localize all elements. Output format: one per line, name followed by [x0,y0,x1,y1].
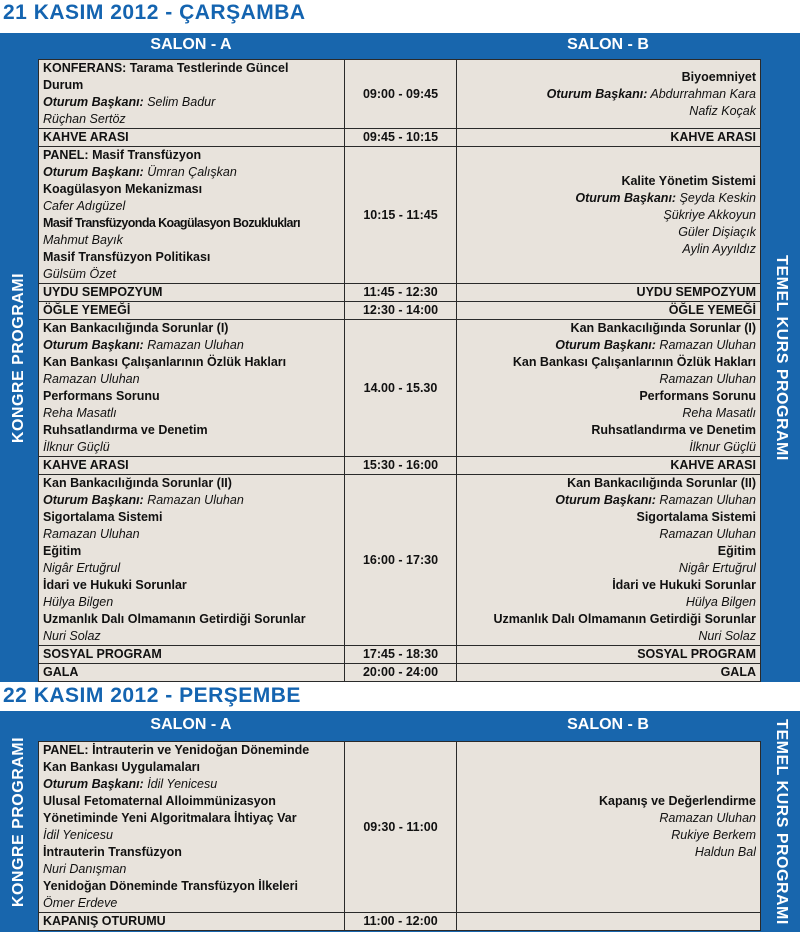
salon-b-line: Kalite Yönetim Sistemi [621,173,756,188]
time-cell: 09:45 - 10:15 [345,129,457,147]
salon-b-line: Nafiz Koçak [689,103,756,118]
salon-b-line: İdari ve Hukuki Sorunlar [612,578,756,592]
salon-b-line: Reha Masatlı [682,406,756,420]
time-cell: 11:00 - 12:00 [345,913,457,931]
time-cell: 10:15 - 11:45 [345,147,457,284]
salon-b-line: Oturum Başkanı: Ramazan Uluhan [555,338,756,352]
salon-a-line: Kan Bankası Çalışanlarının Özlük Hakları [43,355,287,369]
salon-b-cell [457,60,761,129]
temel-kurs-label: TEMEL KURS PROGRAMI [773,718,790,925]
schedule-row [39,646,761,664]
salon-a-line: Oturum Başkanı: Selim Badur [43,95,216,109]
salon-a-header: SALON - A [150,36,232,53]
salon-b-cell [457,129,761,147]
salon-b-line: SOSYAL PROGRAM [637,647,756,661]
salon-a-cell [39,284,345,302]
day1-side-left [0,33,38,682]
schedule-row [39,147,761,284]
schedule-row [39,320,761,457]
time-cell: 15:30 - 16:00 [345,457,457,475]
salon-a-line: Ulusal Fetomaternal Alloimmünizasyon [43,794,276,808]
day1-side-right [762,33,800,682]
salon-a-line: KAPANIŞ OTURUMU [43,914,166,928]
day1-title: 21 KASIM 2012 - ÇARŞAMBA [3,1,306,24]
salon-b-line: KAHVE ARASI [670,130,756,144]
salon-a-line: PANEL: İntrauterin ve Yenidoğan Döneminde [43,743,310,757]
salon-b-line: ÖĞLE YEMEĞİ [668,303,756,317]
salon-a-line: Nigâr Ertuğrul [43,561,121,575]
salon-a-line: Mahmut Bayık [43,233,123,247]
salon-a-line: Nuri Solaz [43,629,101,643]
salon-b-line: Şükriye Akkoyun [663,207,756,222]
salon-a-line: Hülya Bilgen [43,595,114,609]
salon-a-cell [39,913,345,931]
salon-b-header: SALON - B [567,36,649,53]
salon-b-line: UYDU SEMPOZYUM [636,285,756,299]
salon-a-line: Oturum Başkanı: Ümran Çalışkan [43,165,237,179]
salon-a-line: Sigortalama Sistemi [43,510,163,524]
time-cell: 14.00 - 15.30 [345,320,457,457]
salon-b-line: Uzmanlık Dalı Olmamanın Getirdiği Sorunlar [493,612,756,626]
salon-a-line: Oturum Başkanı: Ramazan Uluhan [43,493,244,507]
salon-a-header: SALON - A [150,716,232,733]
salon-a-line: KAHVE ARASI [43,130,129,144]
salon-b-line: Kan Bankası Çalışanlarının Özlük Hakları [512,355,756,369]
salon-a-line: Masif Transfüzyonda Koagülasyon Bozuklukları [43,216,300,230]
salon-b-line: Kan Bankacılığında Sorunlar (II) [567,476,756,490]
time-cell: 12:30 - 14:00 [345,302,457,320]
salon-b-line: Eğitim [717,544,756,558]
salon-a-line: Oturum Başkanı: İdil Yenicesu [43,777,218,791]
salon-a-line: Performans Sorunu [43,389,160,403]
kongre-label: KONGRE PROGRAMI [10,736,28,907]
day2-title: 22 KASIM 2012 - PERŞEMBE [3,684,301,707]
salon-a-line: Nuri Danışman [43,862,127,876]
salon-b-line: Güler Dişiaçık [678,224,756,239]
salon-a-line: Ramazan Uluhan [43,372,140,386]
time-cell: 11:45 - 12:30 [345,284,457,302]
day1-schedule-table [38,59,761,682]
salon-b-line: Kan Bankacılığında Sorunlar (I) [570,321,756,335]
salon-a-line: PANEL: Masif Transfüzyon [43,148,202,162]
salon-b-line: Ramazan Uluhan [659,372,756,386]
salon-b-line: Hülya Bilgen [685,595,756,609]
time-cell: 20:00 - 24:00 [345,664,457,682]
salon-a-line: Kan Bankası Uygulamaları [43,760,201,774]
salon-b-cell [457,284,761,302]
salon-a-line: KONFERANS: Tarama Testlerinde Güncel [43,61,289,75]
salon-a-line: Eğitim [43,544,82,558]
salon-a-line: Cafer Adıgüzel [43,199,126,213]
salon-a-line: KAHVE ARASI [43,458,129,472]
salon-a-line: Reha Masatlı [43,406,117,420]
salon-b-line: KAHVE ARASI [670,458,756,472]
salon-b-line: Ramazan Uluhan [659,527,756,541]
salon-b-cell [457,147,761,284]
salon-a-line: İntrauterin Transfüzyon [43,845,182,859]
salon-a-line: Yönetiminde Yeni Algoritmalara İhtiyaç Var [43,811,297,825]
salon-b-line: Oturum Başkanı: Şeyda Keskin [575,190,756,205]
salon-b-line: Performans Sorunu [639,389,756,403]
salon-a-line: Uzmanlık Dalı Olmamanın Getirdiği Sorunlar [43,612,306,626]
salon-b-cell [457,646,761,664]
schedule-row [39,129,761,147]
salon-a-line: ÖĞLE YEMEĞİ [43,303,131,317]
salon-b-line: Ruhsatlandırma ve Denetim [591,423,756,437]
kongre-label: KONGRE PROGRAMI [10,272,28,443]
schedule-row [39,475,761,646]
salon-a-cell [39,60,345,129]
salon-a-line: Kan Bankacılığında Sorunlar (II) [43,476,232,490]
salon-a-line: Ömer Erdeve [43,896,118,910]
salon-b-line: Nigâr Ertuğrul [678,561,756,575]
salon-b-line: Kapanış ve Değerlendirme [598,794,756,808]
salon-b-header: SALON - B [567,716,649,733]
schedule-row [39,913,761,931]
salon-a-line: Yenidoğan Döneminde Transfüzyon İlkeleri [43,879,298,893]
time-cell: 16:00 - 17:30 [345,475,457,646]
day1-program-panel [0,33,800,682]
salon-a-line: Kan Bankacılığında Sorunlar (I) [43,321,229,335]
salon-a-line: Rüçhan Sertöz [43,112,126,126]
salon-a-line: Koagülasyon Mekanizması [43,182,203,196]
salon-a-line: Ruhsatlandırma ve Denetim [43,423,208,437]
salon-a-cell [39,646,345,664]
day2-side-right [762,711,800,932]
salon-a-line: İdari ve Hukuki Sorunlar [43,578,187,592]
salon-a-cell [39,742,345,913]
salon-a-line: Durum [43,78,84,92]
salon-b-cell [457,302,761,320]
salon-a-cell [39,664,345,682]
salon-a-line: Oturum Başkanı: Ramazan Uluhan [43,338,244,352]
salon-b-cell [457,664,761,682]
salon-a-line: SOSYAL PROGRAM [43,647,162,661]
schedule-row [39,284,761,302]
salon-a-cell [39,457,345,475]
salon-a-cell [39,147,345,284]
salon-b-line: Oturum Başkanı: Abdurrahman Kara [546,86,756,101]
salon-a-line: İlknur Güçlü [43,440,110,454]
salon-b-cell [457,742,761,913]
day2-program-panel [0,711,800,932]
salon-b-line: GALA [720,665,756,679]
schedule-row [39,60,761,129]
salon-a-cell [39,320,345,457]
salon-a-cell [39,475,345,646]
salon-a-line: Masif Transfüzyon Politikası [43,250,211,264]
salon-b-cell [457,913,761,931]
time-cell: 09:30 - 11:00 [345,742,457,913]
salon-a-line: GALA [43,665,79,679]
schedule-row [39,457,761,475]
salon-b-line: Ramazan Uluhan [659,811,756,825]
salon-a-line: Ramazan Uluhan [43,527,140,541]
schedule-row [39,742,761,913]
salon-b-line: Oturum Başkanı: Ramazan Uluhan [555,493,756,507]
salon-b-line: Biyoemniyet [681,69,756,84]
salon-b-line: Sigortalama Sistemi [636,510,756,524]
day2-side-left [0,711,38,932]
salon-a-cell [39,302,345,320]
salon-b-line: İlknur Güçlü [689,440,756,454]
temel-kurs-label: TEMEL KURS PROGRAMI [773,254,790,461]
salon-b-line: Aylin Ayyıldız [682,241,756,256]
time-cell: 09:00 - 09:45 [345,60,457,129]
schedule-row [39,664,761,682]
schedule-row [39,302,761,320]
salon-b-line: Nuri Solaz [698,629,756,643]
salon-a-line: İdil Yenicesu [43,828,113,842]
salon-b-line: Haldun Bal [694,845,756,859]
salon-b-cell [457,475,761,646]
salon-a-line: Gülsüm Özet [43,267,116,281]
salon-b-cell [457,320,761,457]
day2-schedule-table [38,741,761,931]
salon-b-cell [457,457,761,475]
salon-b-line: Rukiye Berkem [671,828,756,842]
salon-a-cell [39,129,345,147]
salon-a-line: UYDU SEMPOZYUM [43,285,163,299]
time-cell: 17:45 - 18:30 [345,646,457,664]
